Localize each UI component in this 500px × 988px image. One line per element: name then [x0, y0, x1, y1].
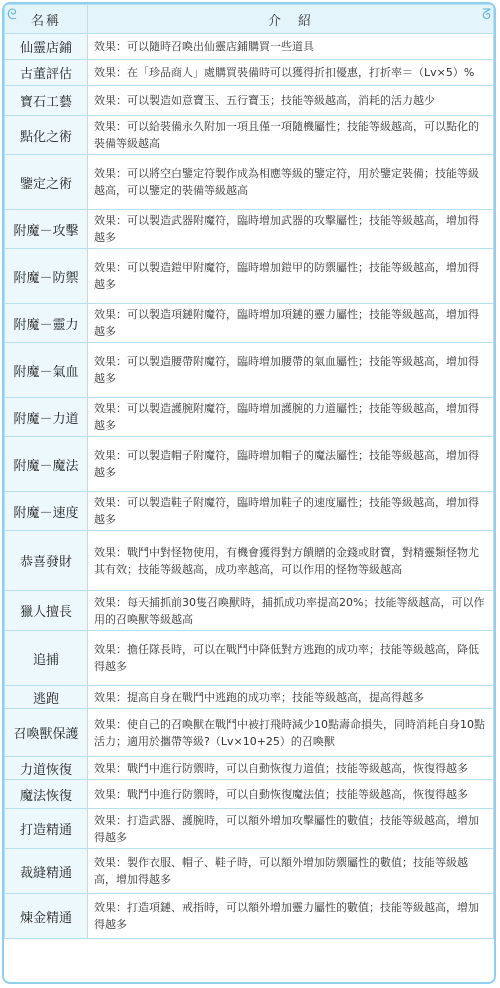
skill-name: 附魔－靈力	[5, 304, 88, 343]
table-row	[5, 343, 494, 398]
description-column-header: 介 紹	[88, 5, 494, 34]
table-row	[5, 686, 494, 709]
table-row	[5, 492, 494, 531]
skill-description: 效果：戰鬥中進行防禦時，可以自動恢復魔法值；技能等級越高，恢復得越多	[88, 780, 494, 809]
skill-name: 煉金精通	[5, 894, 88, 939]
skill-name: 附魔－速度	[5, 492, 88, 531]
table-row	[5, 86, 494, 116]
skill-description: 效果：可以製造項鏈附魔符，臨時增加項鏈的靈力屬性；技能等級越高，增加得越多	[88, 304, 494, 343]
skill-name: 力道恢復	[5, 757, 88, 780]
skill-table-frame	[2, 2, 496, 984]
skill-description: 效果：可以隨時召喚出仙靈店鋪購買一些道具	[88, 34, 494, 60]
table-row	[5, 709, 494, 757]
skill-name: 附魔－攻擊	[5, 210, 88, 249]
skill-name: 附魔－力道	[5, 398, 88, 437]
skill-description: 效果：可以製造鞋子附魔符，臨時增加鞋子的速度屬性；技能等級越高，增加得越多	[88, 492, 494, 531]
table-row	[5, 591, 494, 631]
skill-name: 追捕	[5, 631, 88, 686]
skill-name: 附魔－氣血	[5, 343, 88, 398]
table-row	[5, 210, 494, 249]
skill-description: 效果：製作衣服、帽子、鞋子時，可以額外增加防禦屬性的數值；技能等級越高，增加得越多	[88, 849, 494, 894]
skill-name: 仙靈店鋪	[5, 34, 88, 60]
corner-swirl-icon: ᘔ	[481, 7, 491, 23]
skill-name: 附魔－魔法	[5, 437, 88, 492]
skill-description: 效果：可以製造如意寶玉、五行寶玉；技能等級越高，消耗的活力越少	[88, 86, 494, 116]
skill-name: 裁縫精通	[5, 849, 88, 894]
skill-description: 效果：可以製造武器附魔符，臨時增加武器的攻擊屬性；技能等級越高，增加得越多	[88, 210, 494, 249]
skill-name: 打造精通	[5, 809, 88, 849]
table-row	[5, 116, 494, 155]
table-row	[5, 304, 494, 343]
skill-description: 效果：戰鬥中進行防禦時，可以自動恢復力道值；技能等級越高，恢復得越多	[88, 757, 494, 780]
skill-name: 古董評估	[5, 60, 88, 86]
skill-description: 效果：可以製造鎧甲附魔符，臨時增加鎧甲的防禦屬性；技能等級越高，增加得越多	[88, 249, 494, 304]
table-row	[5, 437, 494, 492]
corner-swirl-icon: ᘓ	[7, 7, 17, 23]
skill-description: 效果：在「珍品商人」處購買裝備時可以獲得折扣優惠，打折率＝（Lv×5）%	[88, 60, 494, 86]
skill-name: 寶石工藝	[5, 86, 88, 116]
table-row	[5, 894, 494, 939]
table-row	[5, 631, 494, 686]
table-row	[5, 155, 494, 210]
table-row	[5, 34, 494, 60]
table-row	[5, 398, 494, 437]
skill-description: 效果：可以給裝備永久附加一項且僅一項隨機屬性；技能等級越高，可以點化的裝備等級越高	[88, 116, 494, 155]
table-row	[5, 757, 494, 780]
table-row	[5, 531, 494, 591]
table-row	[5, 809, 494, 849]
skill-name: 鑒定之術	[5, 155, 88, 210]
skill-name: 召喚獸保護	[5, 709, 88, 757]
skill-name: 恭喜發財	[5, 531, 88, 591]
skill-description: 效果：可以製造護腕附魔符，臨時增加護腕的力道屬性；技能等級越高，增加得越多	[88, 398, 494, 437]
skill-description: 效果：使自己的召喚獸在戰鬥中被打飛時減少10點壽命損失，同時消耗自身10點活力；適用於攜帶等級?（Lv×10+25）的召喚獸	[88, 709, 494, 757]
skill-name: 逃跑	[5, 686, 88, 709]
table-header-row	[5, 5, 494, 34]
skill-description: 效果：戰鬥中對怪物使用，有機會獲得對方饋贈的金錢或財寶，對精靈類怪物尤其有效；技能等級越高，成功率越高，可以作用的怪物等級越高	[88, 531, 494, 591]
name-column-header: 名稱	[5, 5, 88, 34]
skill-description: 效果：打造項鏈、戒指時，可以額外增加靈力屬性的數值；技能等級越高，增加得越多	[88, 894, 494, 939]
skill-description: 效果：可以製造腰帶附魔符，臨時增加腰帶的氣血屬性；技能等級越高，增加得越多	[88, 343, 494, 398]
skill-name: 點化之術	[5, 116, 88, 155]
skill-name: 獵人擅長	[5, 591, 88, 631]
table-row	[5, 780, 494, 809]
skill-description: 效果：每天捕抓前30隻召喚獸時，捕抓成功率提高20%；技能等級越高，可以作用的召喚獸等級越高	[88, 591, 494, 631]
skill-name: 附魔－防禦	[5, 249, 88, 304]
skill-description: 效果：擔任隊長時，可以在戰鬥中降低對方逃跑的成功率；技能等級越高，降低得越多	[88, 631, 494, 686]
skill-name: 魔法恢復	[5, 780, 88, 809]
table-row	[5, 849, 494, 894]
table-row	[5, 249, 494, 304]
skill-description: 效果：打造武器、護腕時，可以額外增加攻擊屬性的數值；技能等級越高，增加得越多	[88, 809, 494, 849]
skill-description: 效果：提高自身在戰鬥中逃跑的成功率；技能等級越高，提高得越多	[88, 686, 494, 709]
skill-description: 效果：可以製造帽子附魔符，臨時增加帽子的魔法屬性；技能等級越高，增加得越多	[88, 437, 494, 492]
skill-description: 效果：可以將空白鑒定符製作成為相應等級的鑒定符，用於鑒定裝備；技能等級越高，可以鑒定的裝備等級越高	[88, 155, 494, 210]
skill-table	[4, 4, 494, 939]
table-row	[5, 60, 494, 86]
